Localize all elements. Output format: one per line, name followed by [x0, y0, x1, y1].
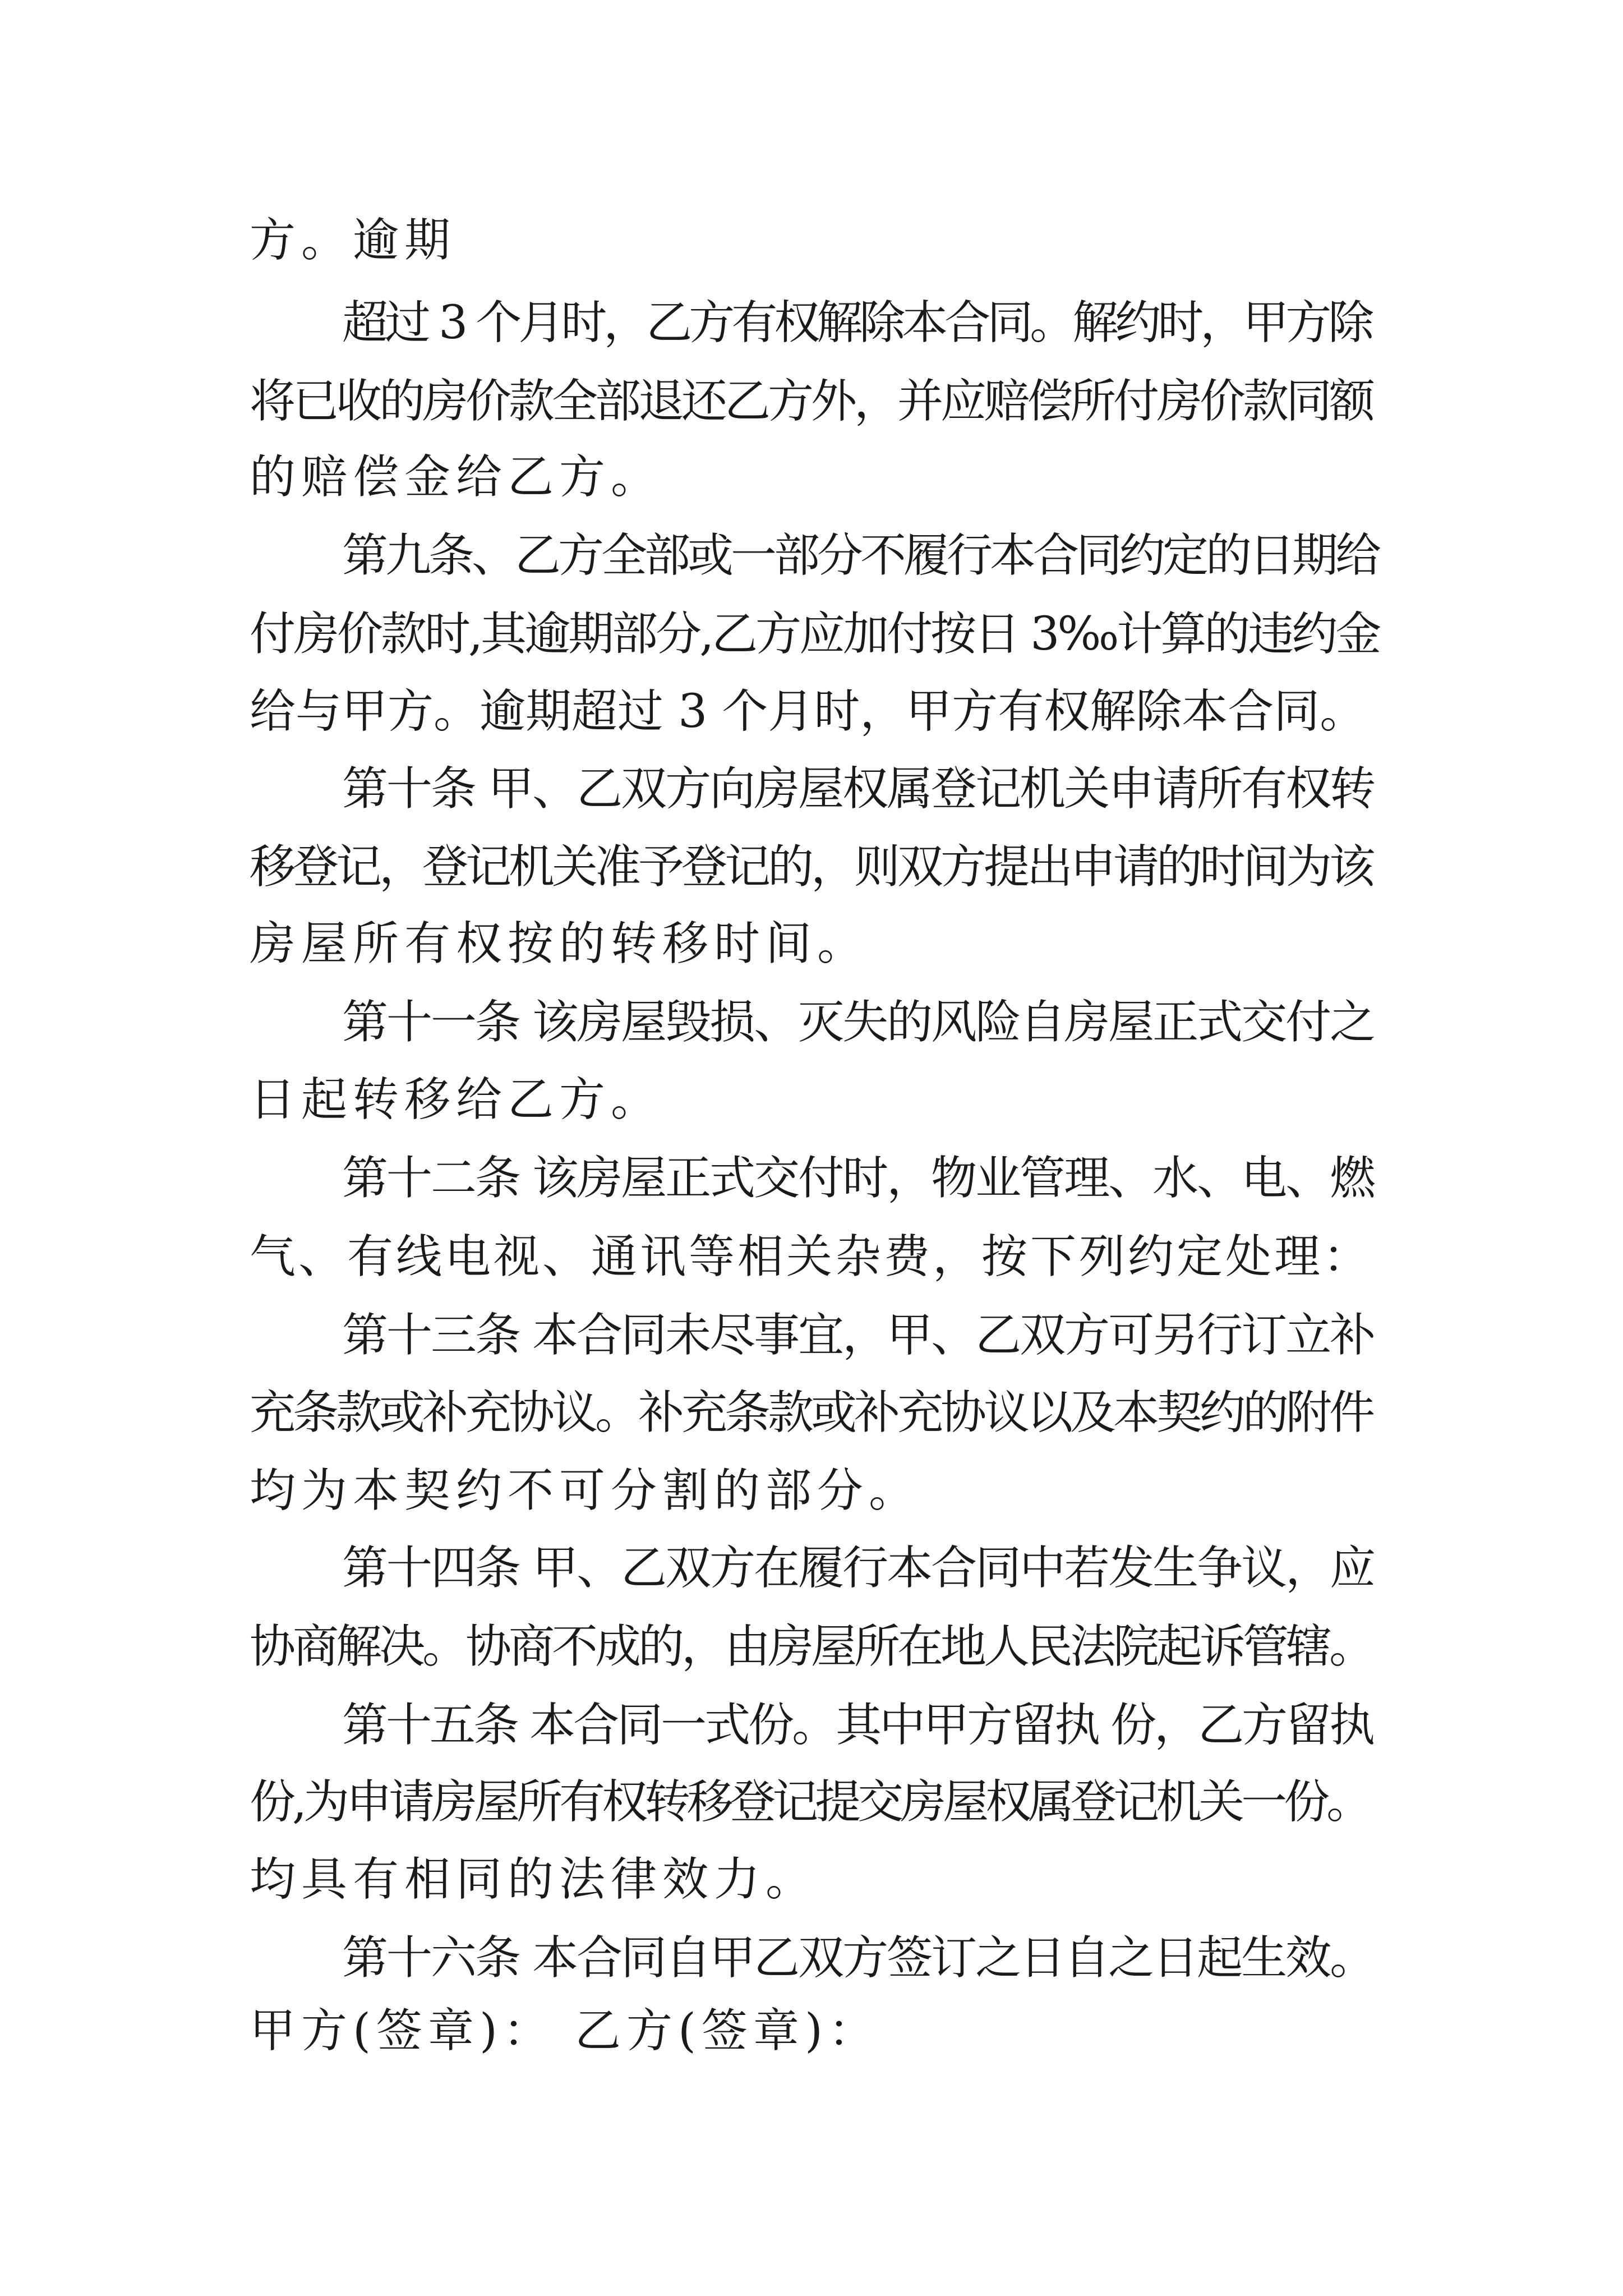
text-line — [0, 529, 1623, 606]
text-line-content: 付房价款时,其逾期部分,乙方应加付按日 3‰计算的违约金 — [250, 608, 1380, 661]
text-line-content: 给与甲方。逾期超过 3 个月时，甲方有权解除本合同。 — [250, 685, 1366, 738]
text-line-content: 第十六条 本合同自甲乙双方签订之日自之日起生效。 — [342, 1931, 1375, 1985]
text-line-content: 第十条 甲、乙双方向房屋权属登记机关申请所有权转 — [342, 762, 1375, 816]
text-line — [0, 1464, 1623, 1541]
text-line-content: 份,为申请房屋所有权转移登记提交房屋权属登记机关一份。 — [250, 1775, 1370, 1829]
text-line-content: 移登记，登记机关准予登记的，则双方提出申请的时间为该 — [250, 840, 1373, 894]
text-line — [0, 685, 1623, 762]
signature-line — [0, 2004, 1623, 2081]
text-line — [0, 1309, 1623, 1386]
text-line-content: 第十五条 本合同一式份。其中甲方留执 份，乙方留执 — [342, 1699, 1373, 1752]
text-line-content: 均具有相同的法律效力。 — [250, 1853, 818, 1906]
text-line — [0, 1931, 1623, 2008]
text-line — [0, 1152, 1623, 1228]
text-line-content: 将已收的房价款全部退还乙方外，并应赔偿所付房价款同额 — [250, 375, 1373, 428]
text-line-content: 方。逾期 — [250, 214, 457, 267]
text-line — [0, 296, 1623, 373]
text-line — [0, 917, 1623, 994]
text-line — [0, 1386, 1623, 1463]
text-line — [0, 840, 1623, 917]
text-line — [0, 1542, 1623, 1618]
text-line-content: 房屋所有权按的转移时间。 — [250, 917, 869, 970]
text-line-content: 第十四条 甲、乙双方在履行本合同中若发生争议，应 — [342, 1542, 1375, 1595]
text-line-content: 第九条、乙方全部或一部分不履行本合同约定的日期给 — [342, 529, 1379, 582]
text-line — [0, 214, 1623, 291]
text-line — [0, 1699, 1623, 1775]
text-line-content: 第十二条 该房屋正式交付时，物业管理、水、电、燃 — [342, 1152, 1375, 1205]
text-line — [0, 996, 1623, 1073]
text-line-content: 第十一条 该房屋毁损、灭失的风险自房屋正式交付之 — [342, 996, 1375, 1049]
text-line — [0, 1230, 1623, 1307]
text-line-content: 充条款或补充协议。补充条款或补充协议以及本契约的附件 — [250, 1386, 1373, 1439]
text-line — [0, 1853, 1623, 1930]
signature-labels: 甲方(签章)： 乙方(签章)： — [250, 2004, 880, 2058]
text-line-content: 超过 3 个月时，乙方有权解除本合同。解约时，甲方除 — [342, 296, 1371, 349]
text-line — [0, 375, 1623, 452]
text-line-content: 第十三条 本合同未尽事宜，甲、乙双方可另行订立补 — [342, 1309, 1375, 1362]
text-line-content: 均为本契约不可分割的部分。 — [250, 1464, 921, 1517]
text-line — [0, 762, 1623, 839]
text-line-content: 协商解决。协商不成的，由房屋所在地人民法院起诉管辖。 — [250, 1620, 1373, 1673]
text-line — [0, 450, 1623, 527]
text-line — [0, 608, 1623, 684]
text-line — [0, 1620, 1623, 1697]
text-line-content: 的赔偿金给乙方。 — [250, 450, 663, 504]
text-line — [0, 1073, 1623, 1150]
text-line-content: 气、有线电视、通讯等相关杂费，按下列约定处理： — [250, 1230, 1372, 1283]
text-line — [0, 1775, 1623, 1852]
text-line-content: 日起转移给乙方。 — [250, 1073, 663, 1126]
